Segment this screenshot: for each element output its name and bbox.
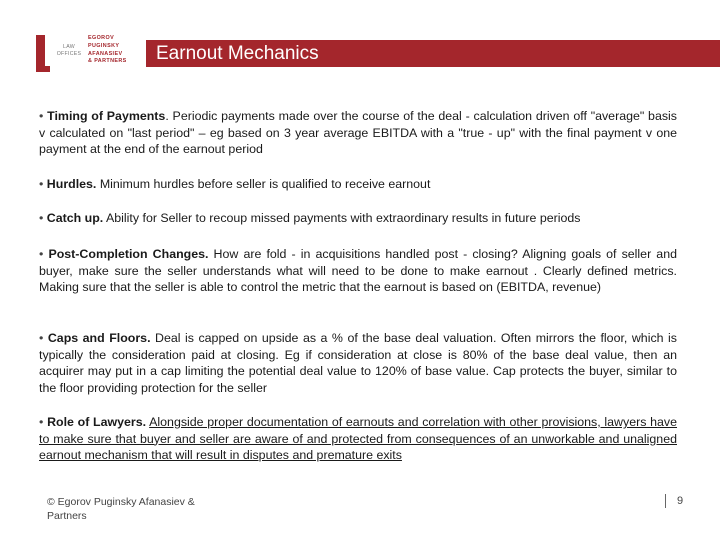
paragraph-lead: Role of Lawyers. bbox=[47, 415, 147, 429]
page-number: 9 bbox=[677, 495, 684, 507]
bullet: • bbox=[39, 177, 44, 191]
slide-title: Earnout Mechanics bbox=[156, 43, 319, 64]
footer-separator bbox=[665, 494, 666, 508]
bullet: • bbox=[39, 415, 44, 429]
bullet: • bbox=[39, 247, 44, 261]
paragraph-lead: Timing of Payments bbox=[47, 109, 166, 123]
bullet: • bbox=[39, 109, 44, 123]
paragraph-hurdles bbox=[39, 176, 677, 193]
paragraph-lead: Post-Completion Changes. bbox=[48, 247, 209, 261]
paragraph-post-completion-changes bbox=[39, 246, 677, 296]
paragraph-text: Minimum hurdles before seller is qualified to receive earnout bbox=[96, 177, 431, 191]
bullet: • bbox=[39, 211, 44, 225]
company-logo bbox=[36, 33, 146, 75]
logo-law-offices: LAW OFFICES bbox=[56, 44, 82, 57]
logo-bar-foot bbox=[36, 66, 50, 72]
paragraph-lead: Catch up. bbox=[46, 211, 104, 225]
paragraph-text: . Periodic payments made over the course of the deal - calculation driven off "average" basis v calculated on "last period" – eg based on 3 year average EBITDA with a "true - up" with the final payment v one payment at the end of the earnout period bbox=[39, 109, 677, 156]
paragraph-lead: Hurdles. bbox=[46, 177, 97, 191]
title-bar bbox=[146, 40, 720, 67]
paragraph-text: How are fold - in acquisitions handled post - closing? Aligning goals of seller and buyer, make sure the seller understands what will need to be done to make earnout . Clearly defined metrics. Making sure that the seller is able to control the metric that the earnout is based on (EBITDA, revenue) bbox=[39, 247, 677, 294]
paragraph-lead: Caps and Floors. bbox=[47, 331, 151, 345]
paragraph-timing-of-payments bbox=[39, 108, 677, 158]
bullet: • bbox=[39, 331, 44, 345]
logo-firm-name: EGOROV PUGINSKY AFANASIEV & PARTNERS bbox=[88, 35, 127, 65]
footer-copyright: © Egorov Puginsky Afanasiev & Partners bbox=[47, 496, 195, 522]
paragraph-text: Alongside proper documentation of earnouts and correlation with other provisions, lawyers have to make sure that buyer and seller are aware of and protected from consequences of an unworkable and unaligned earnout mechanism that will result in disputes and premature exits bbox=[39, 415, 678, 462]
paragraph-role-of-lawyers bbox=[39, 414, 677, 464]
paragraph-caps-and-floors bbox=[39, 330, 677, 396]
paragraph-text: Ability for Seller to recoup missed payments with extraordinary results in future periods bbox=[103, 211, 581, 225]
paragraph-text: Deal is capped on upside as a % of the base deal valuation. Often mirrors the floor, which is typically the consideration paid at closing. Eg if consideration at close is 80% of the base deal value, then an acquirer may put in a cap limiting the potential deal value to 120% of base value. Cap protects the buyer, similar to the floor providing protection for the seller bbox=[39, 331, 677, 395]
paragraph-catch-up bbox=[39, 210, 677, 227]
